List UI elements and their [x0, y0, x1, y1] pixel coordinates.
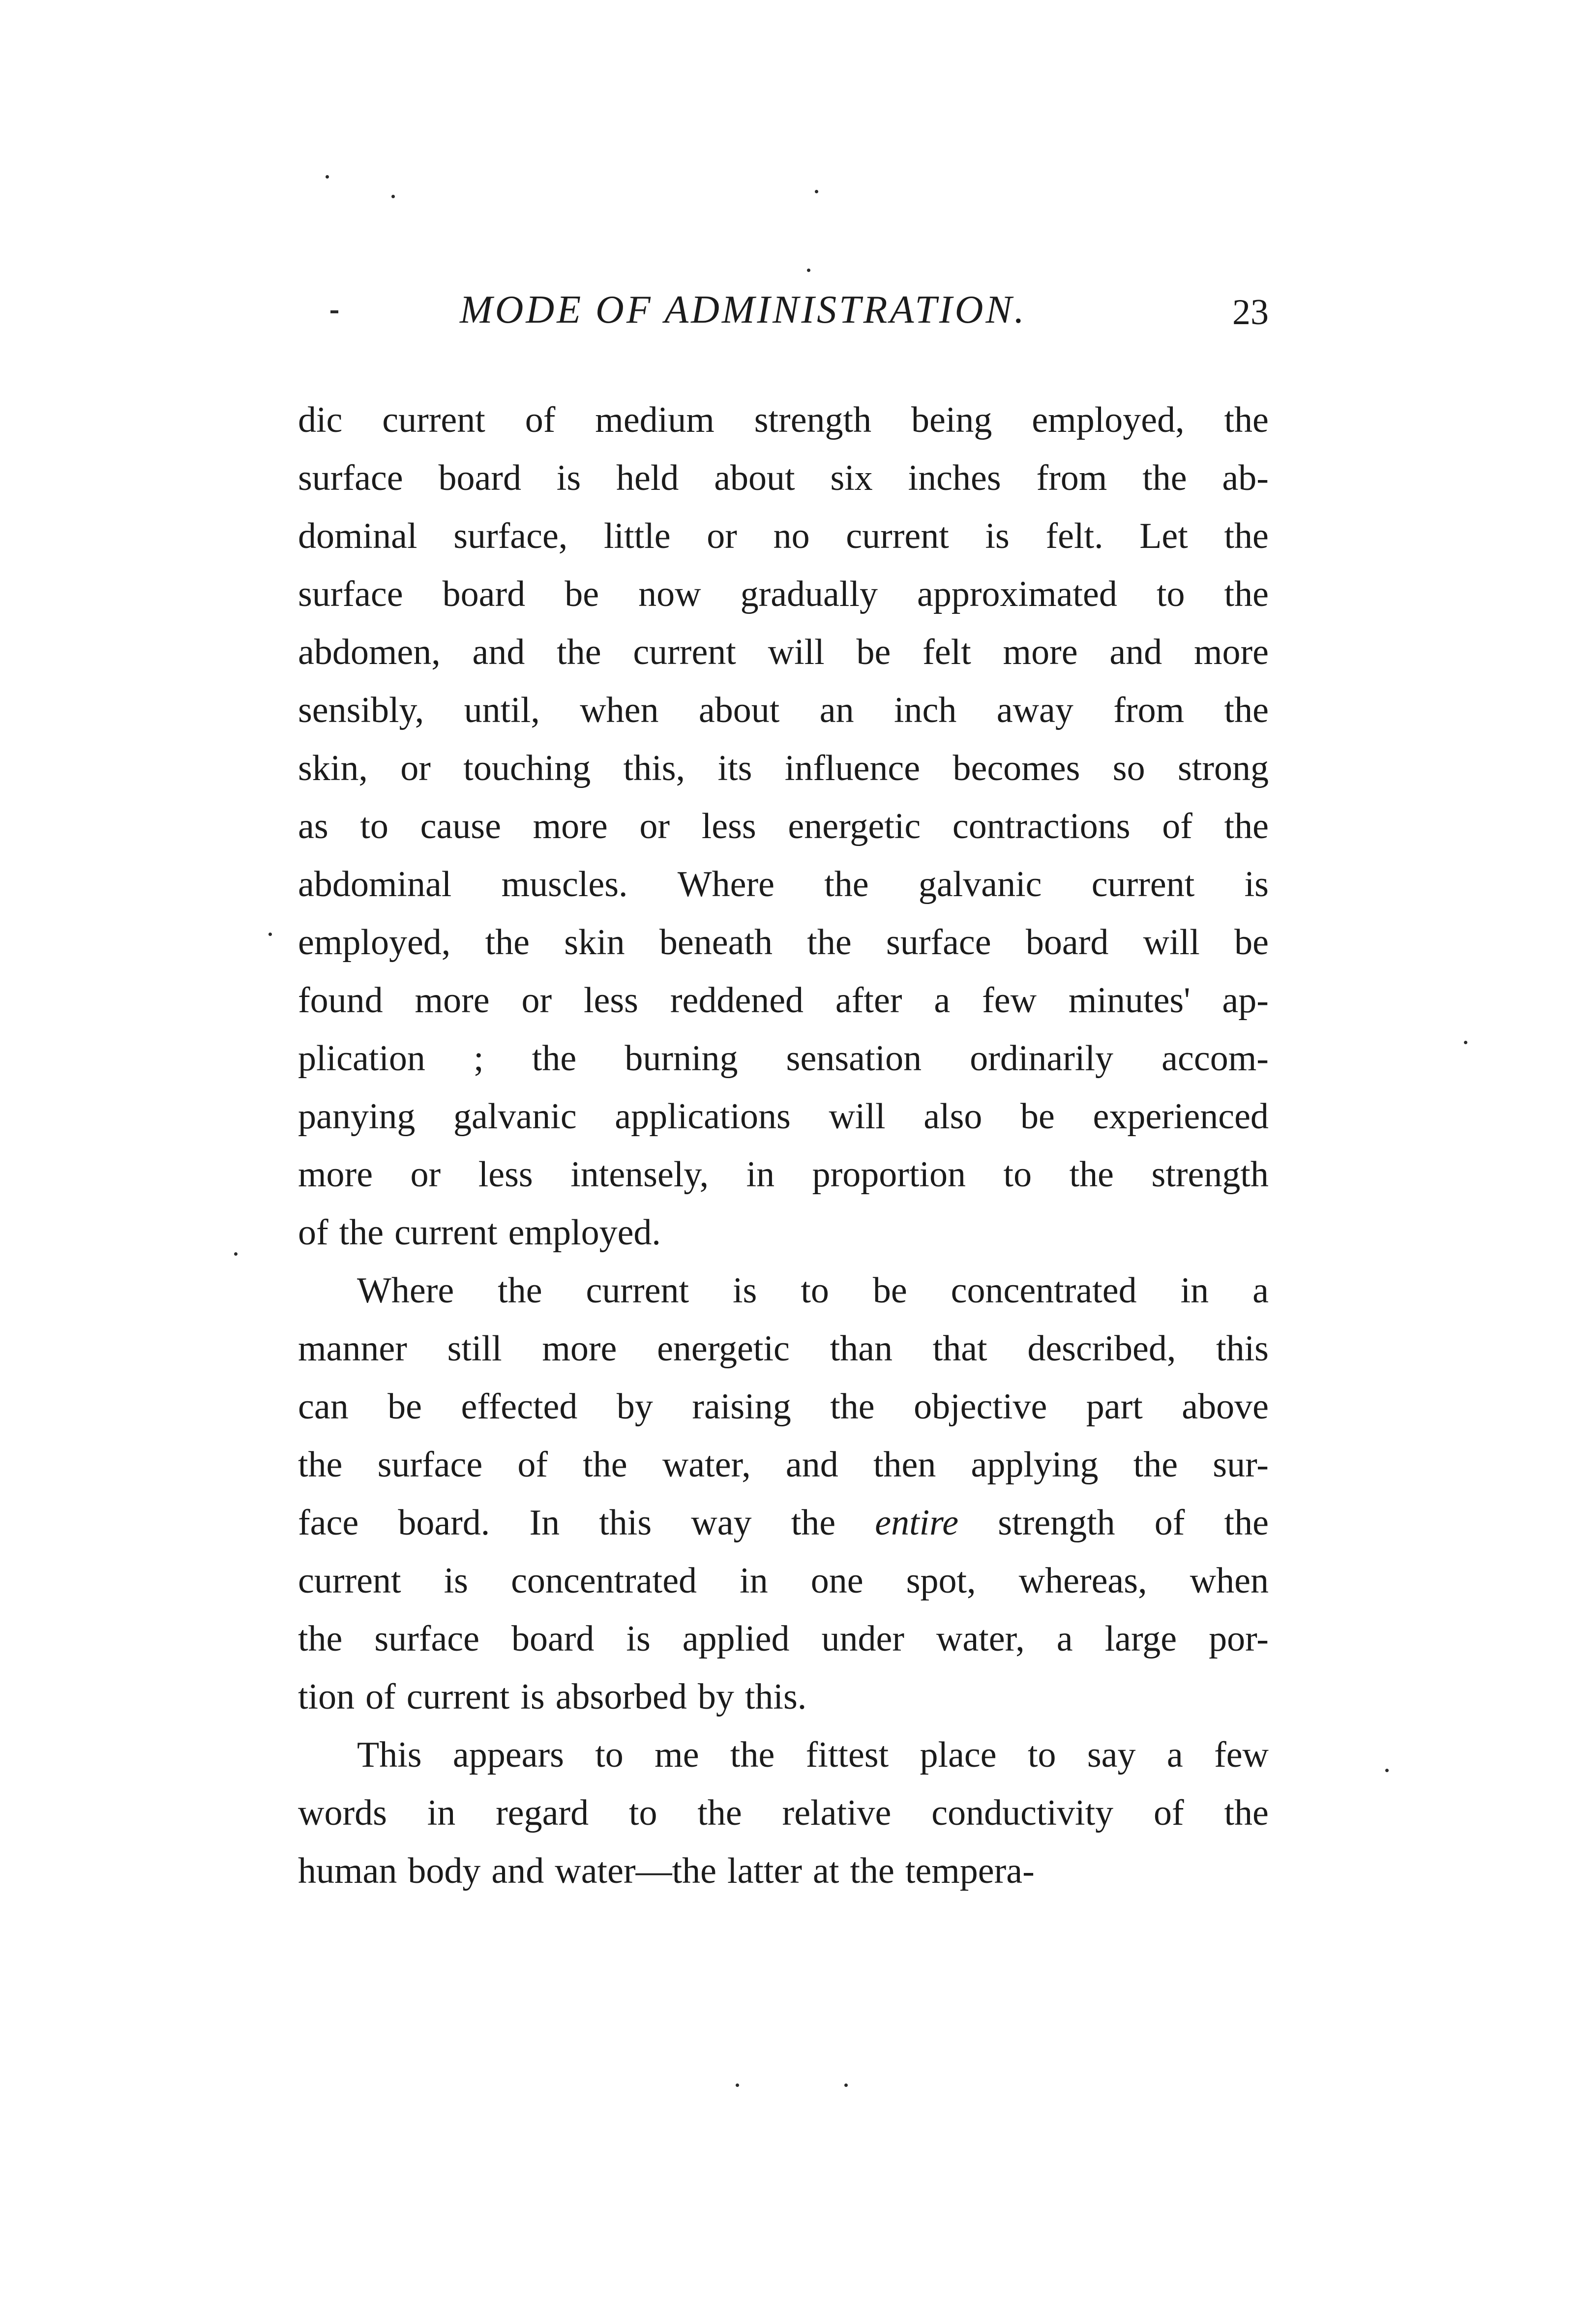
word: abdominal [298, 864, 452, 905]
word: and [785, 1445, 838, 1485]
word: entire [875, 1503, 959, 1543]
word: of [1154, 1793, 1184, 1833]
word: strength [754, 400, 872, 440]
word: a [1252, 1270, 1269, 1311]
text-line [298, 797, 1269, 855]
word: employed, [298, 922, 451, 963]
word: of [525, 400, 556, 440]
ink-speck [844, 2083, 848, 2087]
running-head [295, 288, 1269, 332]
word: part [1086, 1387, 1143, 1427]
word: current [394, 1212, 498, 1253]
word: skin [564, 922, 625, 963]
word: the [298, 1445, 343, 1485]
word: current [406, 1677, 510, 1717]
word: surface [298, 458, 403, 498]
word: the [298, 1619, 343, 1659]
word: the [485, 922, 530, 963]
word: until, [464, 690, 540, 730]
word: sensation [786, 1038, 922, 1079]
word: the [830, 1387, 875, 1427]
text-line [298, 1436, 1269, 1494]
word: the [1224, 574, 1269, 614]
word: above [1182, 1387, 1269, 1427]
word: or [400, 748, 431, 788]
word: manner [298, 1328, 407, 1369]
word: surface, [453, 516, 568, 556]
word: felt [923, 632, 971, 672]
word: to [1003, 1154, 1032, 1195]
word: latter [727, 1851, 803, 1891]
word: is [444, 1561, 468, 1601]
word: by [616, 1387, 653, 1427]
word: current [846, 516, 949, 556]
word: por- [1209, 1619, 1269, 1659]
text-line [298, 1842, 1269, 1900]
word: still [447, 1328, 502, 1369]
ink-speck [736, 2083, 739, 2087]
word: the [1224, 516, 1269, 556]
word: ap- [1222, 980, 1269, 1021]
word: influence [784, 748, 921, 788]
page-number: 23 [1232, 292, 1269, 332]
word: effected [461, 1387, 578, 1427]
word: current [382, 400, 485, 440]
word: this, [623, 748, 685, 788]
word: few [1214, 1735, 1269, 1775]
word: ab- [1222, 458, 1269, 498]
word: few [982, 980, 1037, 1021]
word: an [819, 690, 854, 730]
word: appears [452, 1735, 564, 1775]
word: after [835, 980, 902, 1021]
word: abdomen, [298, 632, 441, 672]
word: spot, [906, 1561, 976, 1601]
word: the [1069, 1154, 1114, 1195]
word: accom- [1161, 1038, 1269, 1079]
word: or [639, 806, 670, 846]
word: Let [1139, 516, 1188, 556]
word: than [830, 1328, 893, 1369]
word: tempera- [905, 1851, 1035, 1891]
word: of [365, 1677, 396, 1717]
ink-speck [391, 195, 395, 198]
word: conductivity [931, 1793, 1114, 1833]
word: place [920, 1735, 997, 1775]
word: surface [886, 922, 991, 963]
word: more [1003, 632, 1078, 672]
word: more [1193, 632, 1269, 672]
word: more [533, 806, 608, 846]
word: tion [298, 1677, 355, 1717]
word: a [934, 980, 951, 1021]
word: me [655, 1735, 699, 1775]
word: be [872, 1270, 907, 1311]
word: be [565, 574, 599, 614]
word: current [633, 632, 736, 672]
word: this. [744, 1677, 807, 1717]
text-line [298, 507, 1269, 565]
word: strength [1151, 1154, 1269, 1195]
word: away [996, 690, 1073, 730]
word: beneath [659, 922, 773, 963]
word: the [557, 632, 601, 672]
word: the [1142, 458, 1187, 498]
ink-speck [1385, 1769, 1389, 1772]
word: when [1190, 1561, 1269, 1601]
word: is [733, 1270, 757, 1311]
word: felt. [1045, 516, 1103, 556]
text-line [298, 565, 1269, 623]
ink-speck [815, 190, 818, 193]
word: to [628, 1793, 657, 1833]
ink-speck [1464, 1041, 1467, 1044]
word: Where [677, 864, 774, 905]
word: will [768, 632, 825, 672]
word: ; [474, 1038, 484, 1079]
word: water, [662, 1445, 751, 1485]
word: no [773, 516, 810, 556]
word: board [511, 1619, 595, 1659]
word: is [985, 516, 1010, 556]
word: more [415, 980, 490, 1021]
word: the [697, 1793, 742, 1833]
word: contractions [952, 806, 1131, 846]
word: skin, [298, 748, 368, 788]
word: words [298, 1793, 387, 1833]
word: the [1224, 806, 1269, 846]
word: and [491, 1851, 544, 1891]
word: muscles. [501, 864, 628, 905]
word: to [595, 1735, 624, 1775]
word: large [1104, 1619, 1177, 1659]
word: raising [692, 1387, 791, 1427]
word: to [1027, 1735, 1056, 1775]
word: board [442, 574, 526, 614]
word: gradually [740, 574, 878, 614]
word: to [801, 1270, 829, 1311]
word: described, [1027, 1328, 1176, 1369]
word: minutes' [1068, 980, 1191, 1021]
word: medium [595, 400, 715, 440]
word: under [821, 1619, 904, 1659]
word: also [923, 1096, 983, 1137]
word: that [932, 1328, 987, 1369]
word: This [357, 1735, 422, 1775]
word: as [298, 806, 328, 846]
word: about [698, 690, 780, 730]
word: less [701, 806, 756, 846]
word: the [583, 1445, 627, 1485]
word: in [1180, 1270, 1209, 1311]
word: by [697, 1677, 734, 1717]
word: to [360, 806, 388, 846]
word: energetic [788, 806, 921, 846]
word: employed. [508, 1212, 661, 1253]
ink-speck [234, 1252, 238, 1256]
word: the [1224, 1503, 1269, 1543]
word: way [691, 1503, 752, 1543]
word: applications [615, 1096, 791, 1137]
word: inches [908, 458, 1001, 498]
word: will [829, 1096, 886, 1137]
word: the [824, 864, 869, 905]
word: experienced [1093, 1096, 1269, 1137]
word: galvanic [453, 1096, 577, 1137]
word: when [580, 690, 659, 730]
text-line [298, 913, 1269, 971]
word: concentrated [511, 1561, 697, 1601]
word: burning [625, 1038, 738, 1079]
word: body [408, 1851, 481, 1891]
word: more [542, 1328, 617, 1369]
word: of [1154, 1503, 1185, 1543]
word: the [1224, 400, 1269, 440]
word: reddened [670, 980, 804, 1021]
ink-speck [326, 175, 329, 179]
word: ordinarily [970, 1038, 1114, 1079]
word: little [603, 516, 671, 556]
text-line [298, 623, 1269, 681]
word: this [1216, 1328, 1269, 1369]
word: approximated [917, 574, 1117, 614]
text-line [298, 1784, 1269, 1842]
word: or [521, 980, 552, 1021]
word: current [298, 1561, 401, 1601]
word: be [856, 632, 891, 672]
word: plication [298, 1038, 425, 1079]
word: whereas, [1018, 1561, 1147, 1601]
word: human [298, 1851, 397, 1891]
word: panying [298, 1096, 416, 1137]
text-line [298, 1552, 1269, 1610]
word: is [1244, 864, 1269, 905]
word: being [911, 400, 992, 440]
text-line [298, 1378, 1269, 1436]
word: water, [936, 1619, 1025, 1659]
word: its [717, 748, 752, 788]
word: intensely, [570, 1154, 709, 1195]
running-title: MODE OF ADMINISTRATION. [460, 288, 1027, 332]
word: less [583, 980, 638, 1021]
word: and [472, 632, 525, 672]
word: a [1166, 1735, 1183, 1775]
word: regard [496, 1793, 589, 1833]
word: held [616, 458, 679, 498]
word: is [520, 1677, 545, 1717]
text-line [298, 1320, 1269, 1378]
text-line [298, 1204, 1269, 1262]
word: less [478, 1154, 533, 1195]
text-line [298, 855, 1269, 913]
word: or [707, 516, 737, 556]
word: the [498, 1270, 542, 1311]
word: dominal [298, 516, 417, 556]
word: is [556, 458, 581, 498]
word: six [830, 458, 873, 498]
word: in [746, 1154, 775, 1195]
word: the [532, 1038, 577, 1079]
word: from [1113, 690, 1185, 730]
word: the [339, 1212, 384, 1253]
word: of [517, 1445, 548, 1485]
word: board. [398, 1503, 490, 1543]
text-line [298, 1668, 1269, 1726]
ink-speck [268, 933, 272, 936]
word: board [1025, 922, 1109, 963]
word: objective [914, 1387, 1047, 1427]
word: board [438, 458, 521, 498]
word: of [298, 1212, 328, 1253]
word: face [298, 1503, 359, 1543]
word: strong [1177, 748, 1269, 788]
text-line [298, 1494, 1269, 1552]
word: the [791, 1503, 836, 1543]
text-line [298, 1087, 1269, 1146]
word: in [427, 1793, 456, 1833]
word: can [298, 1387, 349, 1427]
text-line [298, 1610, 1269, 1668]
word: Where [357, 1270, 454, 1311]
word: applying [971, 1445, 1099, 1485]
word: be [387, 1387, 422, 1427]
text-line [298, 449, 1269, 507]
word: say [1087, 1735, 1136, 1775]
word: absorbed [555, 1677, 687, 1717]
text-line [298, 391, 1269, 449]
word: now [638, 574, 701, 614]
word: concentrated [951, 1270, 1137, 1311]
word: more [298, 1154, 373, 1195]
word: or [410, 1154, 441, 1195]
word: to [1156, 574, 1185, 614]
word: energetic [657, 1328, 790, 1369]
text-line [298, 739, 1269, 797]
word: the [730, 1735, 775, 1775]
word: the [807, 922, 852, 963]
word: sur- [1213, 1445, 1269, 1485]
word: a [1056, 1619, 1073, 1659]
head-dash-mark [330, 310, 338, 313]
word: sensibly, [298, 690, 424, 730]
word: proportion [812, 1154, 966, 1195]
word: is [626, 1619, 651, 1659]
word: cause [420, 806, 501, 846]
word: becomes [953, 748, 1080, 788]
word: from [1036, 458, 1107, 498]
body-text [298, 391, 1269, 1900]
word: touching [463, 748, 591, 788]
word: surface [377, 1445, 483, 1485]
word: about [714, 458, 795, 498]
paragraph [298, 1262, 1269, 1726]
word: dic [298, 400, 343, 440]
word: will [1143, 922, 1200, 963]
word: applied [682, 1619, 790, 1659]
word: surface [298, 574, 403, 614]
ink-speck [807, 269, 810, 272]
word: in [740, 1561, 768, 1601]
text-line [298, 1029, 1269, 1087]
word: of [1162, 806, 1192, 846]
word: current [586, 1270, 689, 1311]
word: the [1224, 1793, 1269, 1833]
word: the [1224, 690, 1269, 730]
word: galvanic [918, 864, 1042, 905]
text-line [298, 1726, 1269, 1784]
paragraph [298, 391, 1269, 1262]
text-line [298, 681, 1269, 739]
word: strength [998, 1503, 1115, 1543]
word: found [298, 980, 383, 1021]
text-line [298, 971, 1269, 1029]
paragraph [298, 1726, 1269, 1900]
word: surface [374, 1619, 479, 1659]
word: inch [893, 690, 957, 730]
word: the [1133, 1445, 1178, 1485]
word: water—the [555, 1851, 717, 1891]
word: employed, [1032, 400, 1185, 440]
word: one [810, 1561, 863, 1601]
word: relative [782, 1793, 892, 1833]
word: be [1234, 922, 1269, 963]
word: fittest [805, 1735, 889, 1775]
word: In [529, 1503, 560, 1543]
text-line [298, 1262, 1269, 1320]
word: be [1020, 1096, 1055, 1137]
word: then [873, 1445, 936, 1485]
word: the [850, 1851, 894, 1891]
text-line [298, 1146, 1269, 1204]
word: current [1091, 864, 1195, 905]
word: so [1112, 748, 1145, 788]
word: at [813, 1851, 839, 1891]
word: this [599, 1503, 652, 1543]
word: and [1109, 632, 1162, 672]
